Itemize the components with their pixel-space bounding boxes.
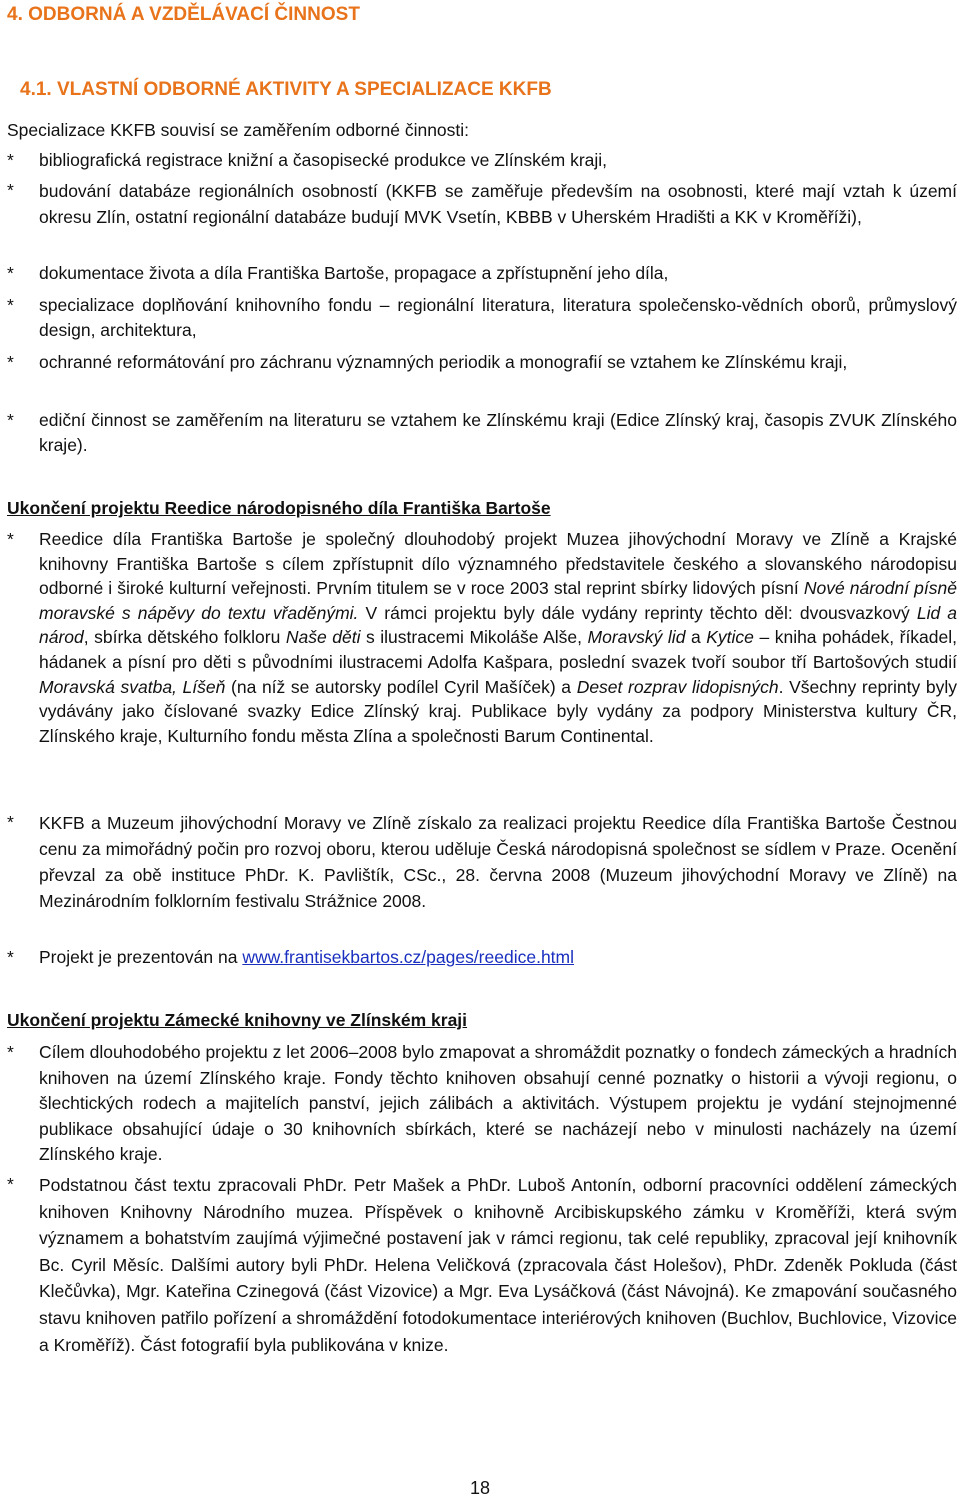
list-item: ochranné reformátování pro záchranu významných periodik a monografií se vztahem ke Zlínskému kraji,	[39, 352, 848, 372]
bullet-marker: *	[7, 150, 14, 170]
bullet-marker: *	[7, 352, 14, 372]
text-run: Projekt je prezentován na	[39, 947, 243, 967]
italic-title: Lid a národ	[39, 602, 958, 648]
zamecke-paragraph-2: Podstatnou část textu zpracovali PhDr. Petr Mašek a PhDr. Luboš Antonín, odborní pracovníci oddělení zámeckých knihoven Knihovny Národního muzea. Příspěvek o knihovně Arcibiskupského zámku v Kroměříži, která svým významem a bohatstvím zaujímá výjimečné postavení jak v rámci regionu, tak celé republiky, zpracoval její knihovník Bc. Cyril Měsíc. Dalšími autory byli PhDr. Helena Veličková (zpracovala část Holešov), PhDr. Zdeněk Pokluda (část Klečůvka), Mgr. Kateřina Czinegová (část Vizovice) a Mgr. Eva Lysáčková (část Návojná). Ke zmapování současného stavu knihoven patřilo pořízení a shromáždění fotodokumentace interiérových knihoven (Buchlov, Buchlovice, Vizovice a Kroměříž). Část fotografií byla publikována v knize.	[39, 1175, 957, 1355]
text-run: Reedice díla Františka Bartoše je společný dlouhodobý projekt Muzea jihovýchodní Moravy ve Zlíně a Krajské knihovny Františka Bartoše s cílem zpřístupnit dílo významného představitele českého a slovanského národopisu odborné i široké kulturní veřejnosti. Prvním titulem se v roce 2003 stal reprint sbírky lidových písní	[39, 529, 957, 599]
list-item: dokumentace života a díla Františka Bartoše, propagace a zpřístupnění jeho díla,	[39, 263, 669, 283]
italic-title: Moravský lid	[587, 627, 686, 648]
page-number: 18	[469, 1478, 491, 1498]
chapter-heading: 4. ODBORNÁ A VZDĚLÁVACÍ ČINNOST	[7, 4, 360, 25]
italic-title: Deset rozprav lidopisných	[576, 676, 779, 697]
italic-title: Kytice	[706, 627, 754, 648]
section-title-zamecke: Ukončení projektu Zámecké knihovny ve Zlínském kraji	[7, 1010, 468, 1030]
italic-title: Nové národní písně moravské s nápěvy do textu vřaděnými.	[39, 578, 957, 623]
reedice-paragraph-1	[39, 527, 957, 748]
reedice-paragraph-3	[39, 945, 957, 969]
text-run: , sbírka dětského folkloru	[83, 627, 286, 648]
italic-title: Moravská svatba, Líšeň	[39, 676, 226, 697]
list-item: budování databáze regionálních osobností (KKFB se zaměřuje především na osobnosti, které mají vztah k území okresu Zlín, ostatní regionální databáze budují MVK Vsetín, KBBB v Uherském Hradišti a KK v Kroměříži),	[39, 181, 957, 227]
bullet-marker: *	[7, 295, 14, 315]
zamecke-paragraph-1: Cílem dlouhodobého projektu z let 2006–2008 bylo zmapovat a shromáždit poznatky o fondech zámeckých a hradních knihoven na území Zlínského kraje. Fondy těchto knihoven obsahují cenné poznatky o historii a vývoji regionu, o šlechtických rodech a majitelích panství, jejich zálibách a aktivitách. Výstupem projektu je vydání stejnojmenné publikace obsahující údaje o 30 knihovních sbírkách, které se nacházejí nebo v minulosti nacházely na území Zlínského kraje.	[39, 1042, 957, 1165]
bullet-marker: *	[7, 947, 14, 967]
list-item: bibliografická registrace knižní a časopisecké produkce ve Zlínském kraji,	[39, 150, 608, 170]
bullet-marker: *	[7, 263, 14, 283]
intro-line: Specializace KKFB souvisí se zaměřením odborné činnosti:	[7, 120, 470, 140]
reedice-paragraph-2: KKFB a Muzeum jihovýchodní Moravy ve Zlíně získalo za realizaci projektu Reedice díla Františka Bartoše Čestnou cenu za mimořádný počin pro rozvoj oboru, kterou uděluje Česká národopisná společnost se sídlem v Praze. Ocenění převzal za obě instituce PhDr. K. Pavlištík, CSc., 28. června 2008 (Muzeum jihovýchodní Moravy ve Zlíně) na Mezinárodním folklorním festivalu Strážnice 2008.	[39, 813, 957, 911]
bullet-marker: *	[7, 410, 14, 430]
italic-title: Naše děti	[285, 627, 361, 648]
subsection-heading: 4.1. VLASTNÍ ODBORNÉ AKTIVITY A SPECIALIZACE KKFB	[20, 79, 552, 100]
section-title-reedice: Ukončení projektu Reedice národopisného díla Františka Bartoše	[7, 498, 551, 518]
text-run: a	[685, 627, 707, 648]
bullet-marker: *	[7, 529, 14, 549]
text-run: (na níž se autorsky podílel Cyril Mašíček) a	[225, 676, 577, 697]
text-run: s ilustracemi Mikoláše Alše,	[360, 627, 588, 648]
text-run: V rámci projektu byly dále vydány reprinty těchto děl: dvousvazkový	[358, 602, 917, 623]
reedice-website-link[interactable]: www.frantisekbartos.cz/pages/reedice.html	[242, 947, 574, 967]
list-item: ediční činnost se zaměřením na literaturu se vztahem ke Zlínskému kraji (Edice Zlínský kraj, časopis ZVUK Zlínského kraje).	[39, 410, 957, 455]
list-item: specializace doplňování knihovního fondu – regionální literatura, literatura společensko-vědních oborů, průmyslový design, architektura,	[39, 295, 957, 340]
bullet-marker: *	[7, 812, 14, 832]
text-run: . Všechny reprinty byly vydávány jako číslované svazky Edice Zlínský kraj. Publikace byly vydány za podpory Ministerstva kultury ČR, Zlínského kraje, Kulturního fondu města Zlína a společnosti Barum Continental.	[39, 676, 958, 746]
bullet-marker: *	[7, 1174, 14, 1194]
bullet-marker: *	[7, 180, 14, 200]
bullet-marker: *	[7, 1042, 14, 1062]
text-run: – kniha pohádek, říkadel, hádanek a písní pro děti s původními ilustracemi Adolfa Kašpara, poslední svazek tvoří soubor tří Bartošových studií	[39, 627, 958, 672]
